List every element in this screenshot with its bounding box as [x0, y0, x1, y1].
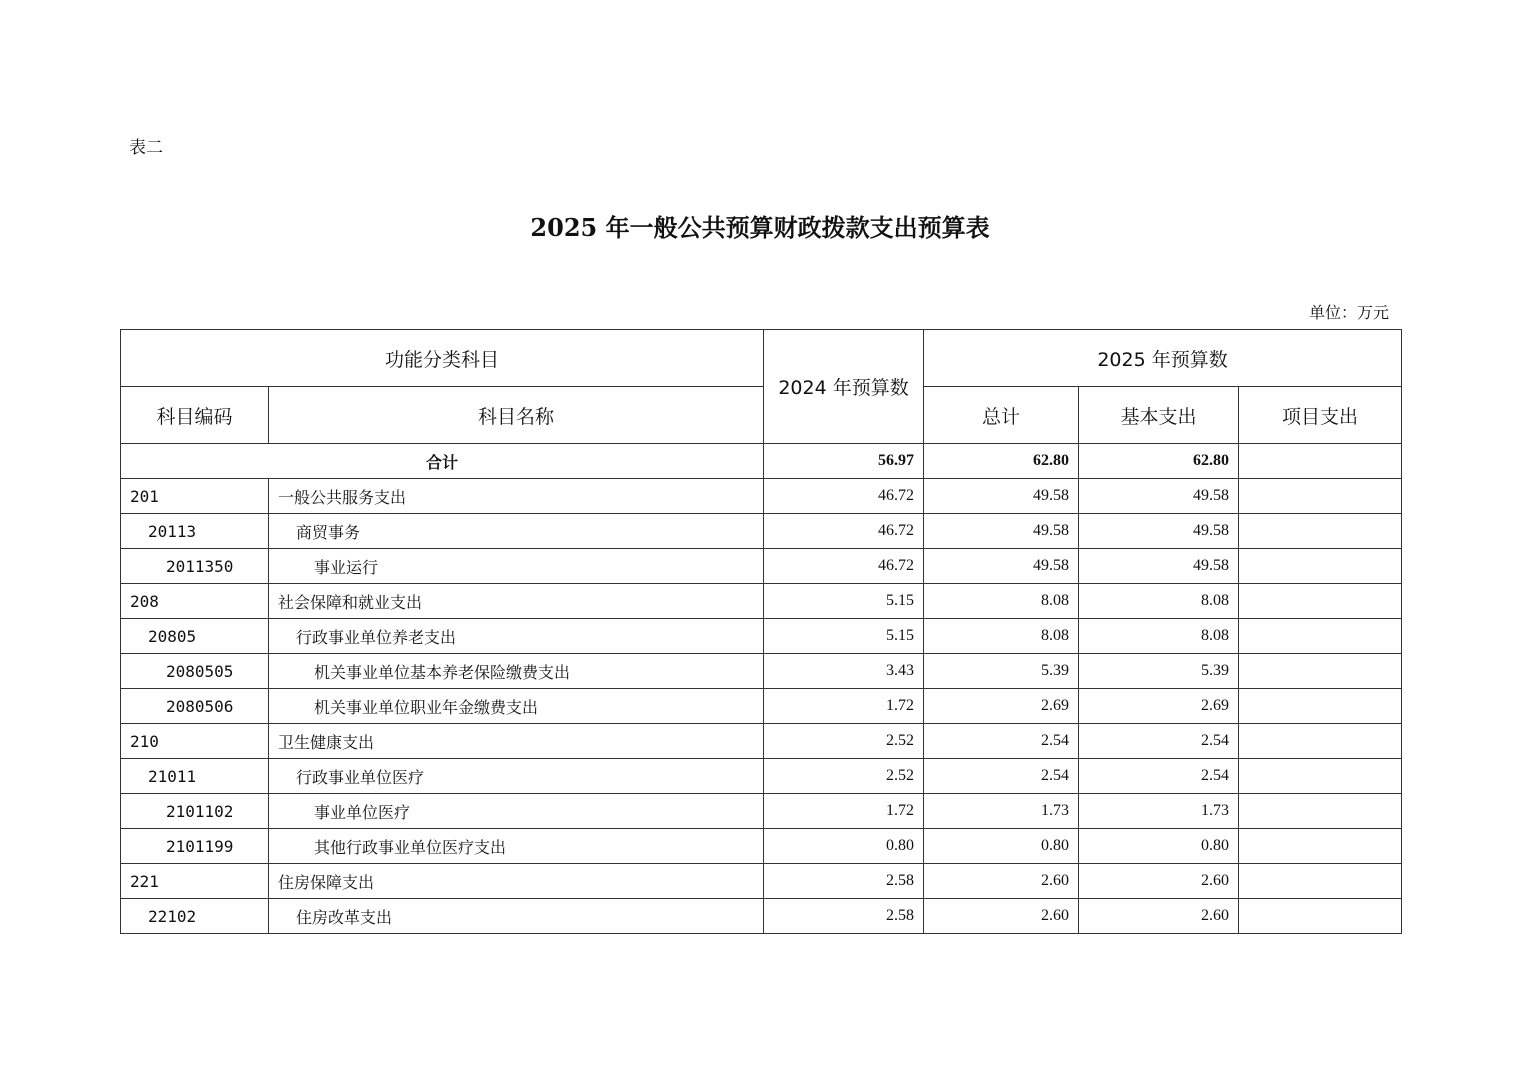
cell-project — [1239, 899, 1402, 934]
header-name: 科目名称 — [269, 387, 764, 444]
cell-project — [1239, 689, 1402, 724]
cell-code: 2101199 — [121, 829, 269, 864]
cell-code: 2080505 — [121, 654, 269, 689]
cell-name: 住房保障支出 — [269, 864, 764, 899]
table-row — [121, 689, 1402, 724]
cell-total: 1.73 — [924, 794, 1079, 829]
cell-name: 卫生健康支出 — [269, 724, 764, 759]
cell-basic: 5.39 — [1079, 654, 1239, 689]
table-row — [121, 899, 1402, 934]
header-project: 项目支出 — [1239, 387, 1402, 444]
total-basic: 62.80 — [1079, 444, 1239, 479]
cell-total: 49.58 — [924, 479, 1079, 514]
cell-code: 2101102 — [121, 794, 269, 829]
table-row — [121, 794, 1402, 829]
cell-prev-year: 46.72 — [764, 514, 924, 549]
cell-basic: 49.58 — [1079, 549, 1239, 584]
cell-total: 2.60 — [924, 864, 1079, 899]
table-label: 表二 — [129, 138, 163, 158]
cell-name: 其他行政事业单位医疗支出 — [269, 829, 764, 864]
cell-name: 事业运行 — [269, 549, 764, 584]
total-project — [1239, 444, 1402, 479]
header-code: 科目编码 — [121, 387, 269, 444]
cell-total: 2.60 — [924, 899, 1079, 934]
header-basic: 基本支出 — [1079, 387, 1239, 444]
cell-basic: 0.80 — [1079, 829, 1239, 864]
cell-prev-year: 2.52 — [764, 759, 924, 794]
cell-name: 机关事业单位基本养老保险缴费支出 — [269, 654, 764, 689]
document-title: 2025 年一般公共预算财政拨款支出预算表 — [530, 213, 990, 242]
cell-project — [1239, 654, 1402, 689]
cell-name: 社会保障和就业支出 — [269, 584, 764, 619]
unit-label: 单位：万元 — [1308, 303, 1389, 322]
cell-total: 5.39 — [924, 654, 1079, 689]
cell-prev-year: 1.72 — [764, 689, 924, 724]
cell-prev-year: 3.43 — [764, 654, 924, 689]
cell-total: 2.54 — [924, 759, 1079, 794]
cell-project — [1239, 514, 1402, 549]
cell-code: 2011350 — [121, 549, 269, 584]
total-row — [121, 444, 1402, 479]
cell-basic: 1.73 — [1079, 794, 1239, 829]
cell-total: 49.58 — [924, 514, 1079, 549]
cell-project — [1239, 794, 1402, 829]
cell-prev-year: 0.80 — [764, 829, 924, 864]
header-curr-year: 2025 年预算数 — [924, 330, 1402, 387]
table-row — [121, 549, 1402, 584]
table-row — [121, 864, 1402, 899]
cell-prev-year: 2.58 — [764, 899, 924, 934]
cell-name: 住房改革支出 — [269, 899, 764, 934]
cell-prev-year: 46.72 — [764, 549, 924, 584]
cell-name: 商贸事务 — [269, 514, 764, 549]
cell-basic: 2.69 — [1079, 689, 1239, 724]
cell-code: 20113 — [121, 514, 269, 549]
cell-code: 20805 — [121, 619, 269, 654]
cell-name: 行政事业单位养老支出 — [269, 619, 764, 654]
cell-project — [1239, 829, 1402, 864]
header-prev-year: 2024 年预算数 — [764, 330, 924, 444]
cell-total: 49.58 — [924, 549, 1079, 584]
total-prev: 56.97 — [764, 444, 924, 479]
table-row — [121, 724, 1402, 759]
cell-total: 8.08 — [924, 584, 1079, 619]
cell-project — [1239, 584, 1402, 619]
table-row — [121, 479, 1402, 514]
cell-name: 机关事业单位职业年金缴费支出 — [269, 689, 764, 724]
cell-project — [1239, 619, 1402, 654]
cell-code: 201 — [121, 479, 269, 514]
cell-name: 一般公共服务支出 — [269, 479, 764, 514]
table-row — [121, 584, 1402, 619]
cell-project — [1239, 759, 1402, 794]
total-total: 62.80 — [924, 444, 1079, 479]
cell-total: 2.54 — [924, 724, 1079, 759]
header-functional-class: 功能分类科目 — [121, 330, 764, 387]
header-total: 总计 — [924, 387, 1079, 444]
cell-basic: 49.58 — [1079, 479, 1239, 514]
cell-project — [1239, 724, 1402, 759]
cell-basic: 2.60 — [1079, 864, 1239, 899]
cell-project — [1239, 864, 1402, 899]
cell-basic: 8.08 — [1079, 619, 1239, 654]
cell-code: 2080506 — [121, 689, 269, 724]
table-row — [121, 654, 1402, 689]
cell-name: 事业单位医疗 — [269, 794, 764, 829]
cell-code: 210 — [121, 724, 269, 759]
cell-project — [1239, 479, 1402, 514]
cell-name: 行政事业单位医疗 — [269, 759, 764, 794]
cell-project — [1239, 549, 1402, 584]
cell-basic: 2.60 — [1079, 899, 1239, 934]
cell-basic: 49.58 — [1079, 514, 1239, 549]
cell-code: 208 — [121, 584, 269, 619]
cell-total: 0.80 — [924, 829, 1079, 864]
cell-total: 2.69 — [924, 689, 1079, 724]
cell-prev-year: 5.15 — [764, 619, 924, 654]
cell-prev-year: 5.15 — [764, 584, 924, 619]
total-label: 合计 — [121, 444, 764, 479]
cell-basic: 2.54 — [1079, 724, 1239, 759]
cell-prev-year: 46.72 — [764, 479, 924, 514]
cell-basic: 2.54 — [1079, 759, 1239, 794]
table-row — [121, 514, 1402, 549]
cell-basic: 8.08 — [1079, 584, 1239, 619]
cell-prev-year: 2.52 — [764, 724, 924, 759]
cell-total: 8.08 — [924, 619, 1079, 654]
table-row — [121, 829, 1402, 864]
cell-code: 22102 — [121, 899, 269, 934]
table-row — [121, 759, 1402, 794]
table-row — [121, 619, 1402, 654]
cell-code: 21011 — [121, 759, 269, 794]
cell-code: 221 — [121, 864, 269, 899]
cell-prev-year: 2.58 — [764, 864, 924, 899]
cell-prev-year: 1.72 — [764, 794, 924, 829]
budget-table — [120, 329, 1402, 934]
